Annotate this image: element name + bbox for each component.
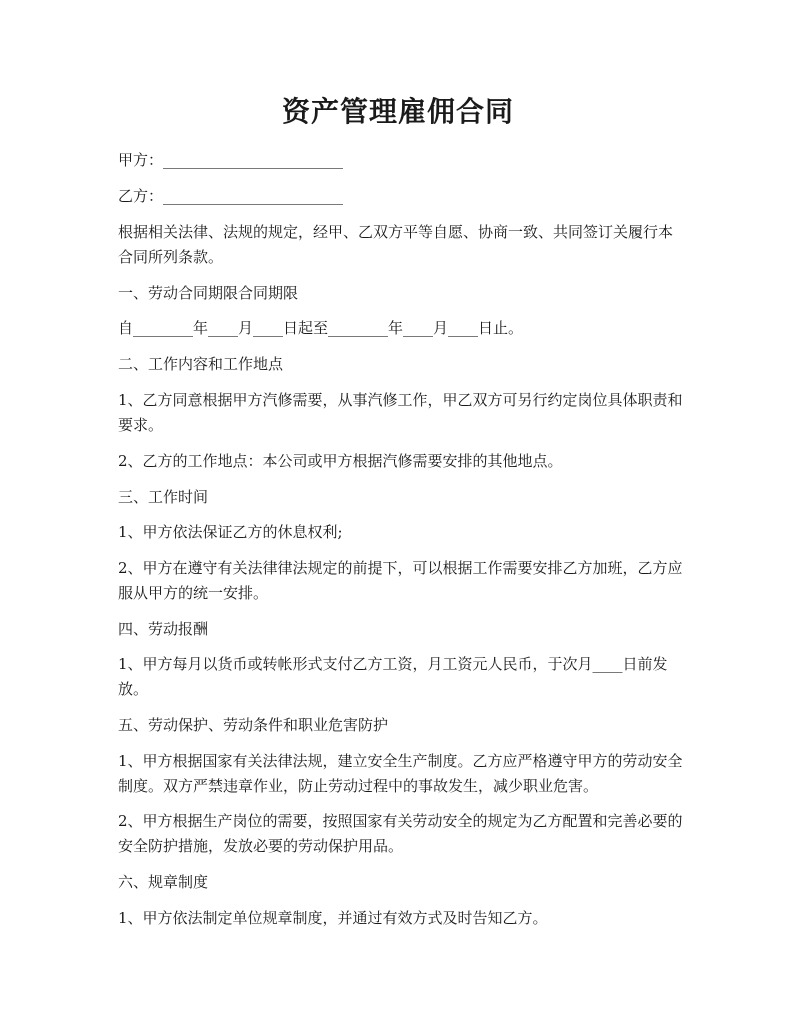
work-clause-2: 2、乙方的工作地点：本公司或甲方根据汽修需要安排的其他地点。	[118, 452, 563, 470]
section-heading-pay: 四、劳动报酬	[118, 620, 209, 638]
party-a-line: 甲方：________________________	[118, 151, 344, 169]
work-clause-1: 1、乙方同意根据甲方汽修需要，从事汽修工作，甲乙双方可另行约定岗位具体职责和要求。	[118, 391, 683, 434]
document-title: 资产管理雇佣合同	[281, 95, 514, 128]
section-heading-hours: 三、工作时间	[118, 488, 209, 506]
protection-clause-2: 2、甲方根据生产岗位的需要，按照国家有关劳动安全的规定为乙方配置和完善必要的安全防护措施，发放必要的劳动保护用品。	[118, 812, 683, 855]
rules-clause-1: 1、甲方依法制定单位规章制度，并通过有效方式及时告知乙方。	[118, 909, 548, 927]
hours-clause-2: 2、甲方在遵守有关法律律法规定的前提下，可以根据工作需要安排乙方加班，乙方应服从甲方的统一安排。	[118, 559, 683, 602]
protection-clause-1: 1、甲方根据国家有关法律法规，建立安全生产制度。乙方应严格遵守甲方的劳动安全制度。双方严禁违章作业，防止劳动过程中的事故发生，减少职业危害。	[118, 752, 683, 795]
hours-clause-1: 1、甲方依法保证乙方的休息权利;	[118, 523, 343, 541]
section-heading-protection: 五、劳动保护、劳动条件和职业危害防护	[118, 716, 389, 734]
term-dates-line: 自________年____月____日起至________年____月____日止。	[118, 319, 524, 337]
party-b-line: 乙方：________________________	[118, 187, 344, 205]
section-heading-rules: 六、规章制度	[118, 873, 209, 891]
pay-clause-1: 1、甲方每月以货币或转帐形式支付乙方工资，月工资元人民币，于次月____日前发放。	[118, 655, 668, 698]
preamble-paragraph: 根据相关法律、法规的规定，经甲、乙双方平等自愿、协商一致、共同签订关履行本合同所列条款。	[118, 223, 674, 266]
section-heading-work: 二、工作内容和工作地点	[118, 355, 284, 373]
section-heading-term: 一、劳动合同期限合同期限	[118, 284, 299, 302]
